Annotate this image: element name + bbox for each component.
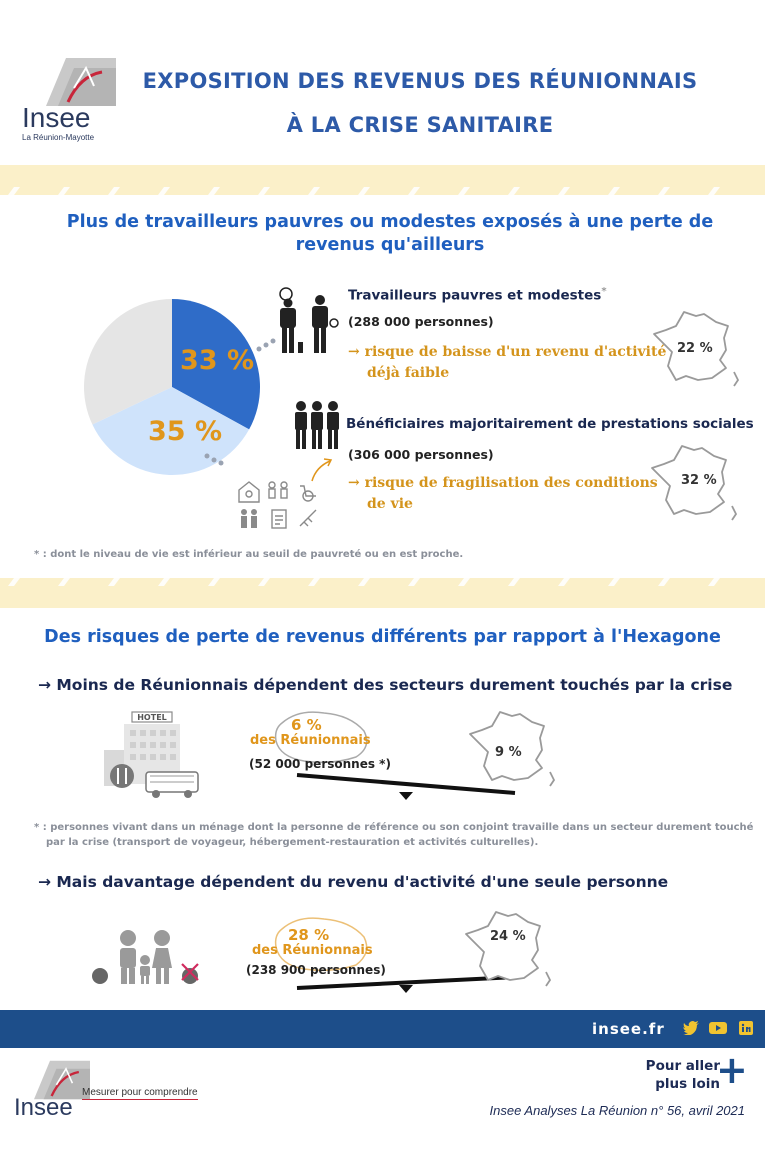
group1-count: (288 000 personnes) (348, 314, 494, 329)
publication-reference: Insee Analyses La Réunion n° 56, avril 2021 (489, 1103, 745, 1118)
group1-france-pct: 22 % (677, 341, 713, 356)
group1-risk-arrow: → (348, 344, 360, 360)
item1-france-pct: 9 % (495, 745, 522, 760)
group2-risk-line2: de vie (367, 496, 413, 512)
beneficiaries-group-icon (292, 400, 342, 452)
item2-count: (238 900 personnes) (246, 963, 386, 977)
group2-risk-line1: risque de fragilisation des conditions (364, 475, 658, 491)
pie-label-35: 35 % (148, 416, 223, 447)
section2-footnote-line1: * : personnes vivant dans un ménage dont la personne de référence ou son conjoint travaille dans un secteur durement touché (34, 822, 754, 833)
group2-risk (348, 473, 658, 515)
group1-risk-line2: déjà faible (367, 365, 450, 381)
insee-logo-subtitle: La Réunion-Mayotte (22, 133, 95, 142)
section1-title: Plus de travailleurs pauvres ou modestes exposés à une perte de revenus qu'ailleurs (66, 212, 714, 255)
item1-pct-label: des Réunionnais (250, 733, 371, 748)
hotel-restaurant-transport-icon (104, 710, 204, 800)
family-income-icon (90, 924, 210, 988)
group2-title: Bénéficiaires majoritairement de prestations sociales (346, 416, 754, 432)
population-pie-chart (72, 287, 272, 487)
decorative-band-1 (0, 165, 765, 195)
item1-pct: 6 % (291, 716, 322, 734)
section2-item2-heading: → Mais davantage dépendent du revenu d'activité d'une seule personne (38, 873, 669, 891)
decorative-band-2 (0, 578, 765, 608)
youtube-icon[interactable] (709, 1021, 727, 1035)
group1-title (348, 286, 607, 304)
section2-footnote-line2: par la crise (transport de voyageur, hébergement-restauration et activités culturelles). (46, 837, 539, 848)
section2-item1-heading: → Moins de Réunionnais dépendent des secteurs durement touchés par la crise (38, 676, 733, 694)
twitter-icon[interactable] (683, 1021, 699, 1035)
item2-pct-label: des Réunionnais (252, 943, 373, 958)
page-title-line1: EXPOSITION DES REVENUS DES RÉUNIONNAIS (142, 69, 698, 93)
insee-logo-mark-icon (46, 58, 116, 106)
group1-title-text: Travailleurs pauvres et modestes (348, 287, 602, 304)
more-info-link[interactable] (620, 1057, 720, 1093)
tagline: Mesurer pour comprendre (82, 1087, 198, 1098)
item1-count: (52 000 personnes *) (249, 757, 391, 771)
group1-risk (348, 342, 666, 384)
section1-footnote: * : dont le niveau de vie est inférieur au seuil de pauvreté ou en est proche. (34, 549, 464, 560)
plus-icon[interactable]: + (716, 1048, 748, 1092)
insee-logo-footer (14, 1060, 198, 1121)
insee-site-link[interactable]: insee.fr (592, 1020, 665, 1038)
group2-risk-arrow: → (348, 475, 360, 491)
social-benefits-icons (236, 478, 326, 532)
group1-star: * (601, 286, 607, 297)
workers-icon (272, 287, 342, 357)
item2-pct: 28 % (288, 926, 330, 944)
page-title-line2: À LA CRISE SANITAIRE (286, 113, 554, 137)
linkedin-icon[interactable] (739, 1021, 753, 1035)
hotel-sign: HOTEL (137, 713, 167, 722)
france-map-icon-4 (462, 908, 557, 988)
pie-connector-2 (203, 452, 233, 472)
insee-logo-footer-text: Insee (14, 1094, 73, 1121)
group2-count: (306 000 personnes) (348, 447, 494, 462)
pie-label-33: 33 % (180, 345, 255, 376)
group2-france-pct: 32 % (681, 473, 717, 488)
item2-france-pct: 24 % (490, 929, 526, 944)
insee-logo-text: Insee (22, 102, 91, 133)
more-info-line2: plus loin (655, 1076, 720, 1092)
section2-title: Des risques de perte de revenus différents par rapport à l'Hexagone (44, 627, 721, 647)
group1-risk-line1: risque de baisse d'un revenu d'activité (364, 344, 667, 360)
insee-logo-header (22, 58, 102, 142)
more-info-line1: Pour aller (645, 1058, 720, 1074)
